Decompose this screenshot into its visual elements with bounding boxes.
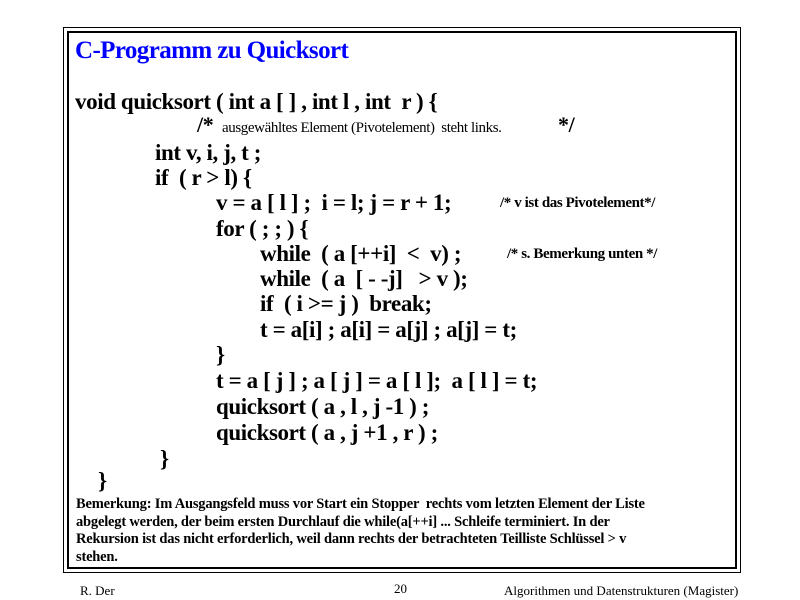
code-comment-close: */: [558, 112, 575, 137]
code-line: if ( i >= j ) break;: [260, 291, 432, 316]
code-comment-open: /*: [197, 112, 214, 137]
code-line: while ( a [ - -j] > v );: [260, 266, 468, 291]
note-line: Bemerkung: Im Ausgangsfeld muss vor Start ein Stopper rechts vom letzten Element der Liste: [76, 496, 645, 512]
code-line: t = a[i] ; a[i] = a[j] ; a[j] = t;: [260, 317, 517, 342]
code-line: quicksort ( a , l , j -1 ) ;: [216, 394, 430, 419]
footer-page-number: 20: [394, 581, 407, 596]
slide-title: C-Programm zu Quicksort: [75, 37, 349, 64]
code-line: v = a [ l ] ; i = l; j = r + 1;: [216, 190, 452, 215]
note-line: Rekursion ist das nicht erforderlich, weil dann rechts der betrachteten Teilliste Schlüssel > v: [76, 531, 627, 547]
code-line: quicksort ( a , j +1 , r ) ;: [216, 420, 438, 445]
code-line: while ( a [++i] < v) ;: [260, 241, 462, 266]
note-line: abgelegt werden, der beim ersten Durchlauf die while(a[++i] ... Schleife terminiert. In der: [76, 514, 610, 530]
code-comment: /* v ist das Pivotelement*/: [500, 195, 656, 211]
code-line: int v, i, j, t ;: [155, 140, 262, 165]
code-line: }: [98, 468, 107, 493]
code-line: }: [216, 342, 225, 367]
code-line: void quicksort ( int a [ ] , int l , int r ) {: [75, 89, 438, 114]
code-line: if ( r > l) {: [155, 165, 252, 190]
code-line: for ( ; ; ) {: [216, 216, 309, 241]
footer-author: R. Der: [80, 583, 115, 598]
code-comment: /* s. Bemerkung unten */: [507, 246, 658, 262]
code-comment: ausgewähltes Element (Pivotelement) steht links.: [222, 120, 502, 136]
code-line: t = a [ j ] ; a [ j ] = a [ l ]; a [ l ] = t;: [216, 368, 538, 393]
note-line: stehen.: [76, 549, 118, 565]
footer-course: Algorithmen und Datenstrukturen (Magister): [504, 583, 739, 598]
code-line: }: [160, 446, 169, 471]
